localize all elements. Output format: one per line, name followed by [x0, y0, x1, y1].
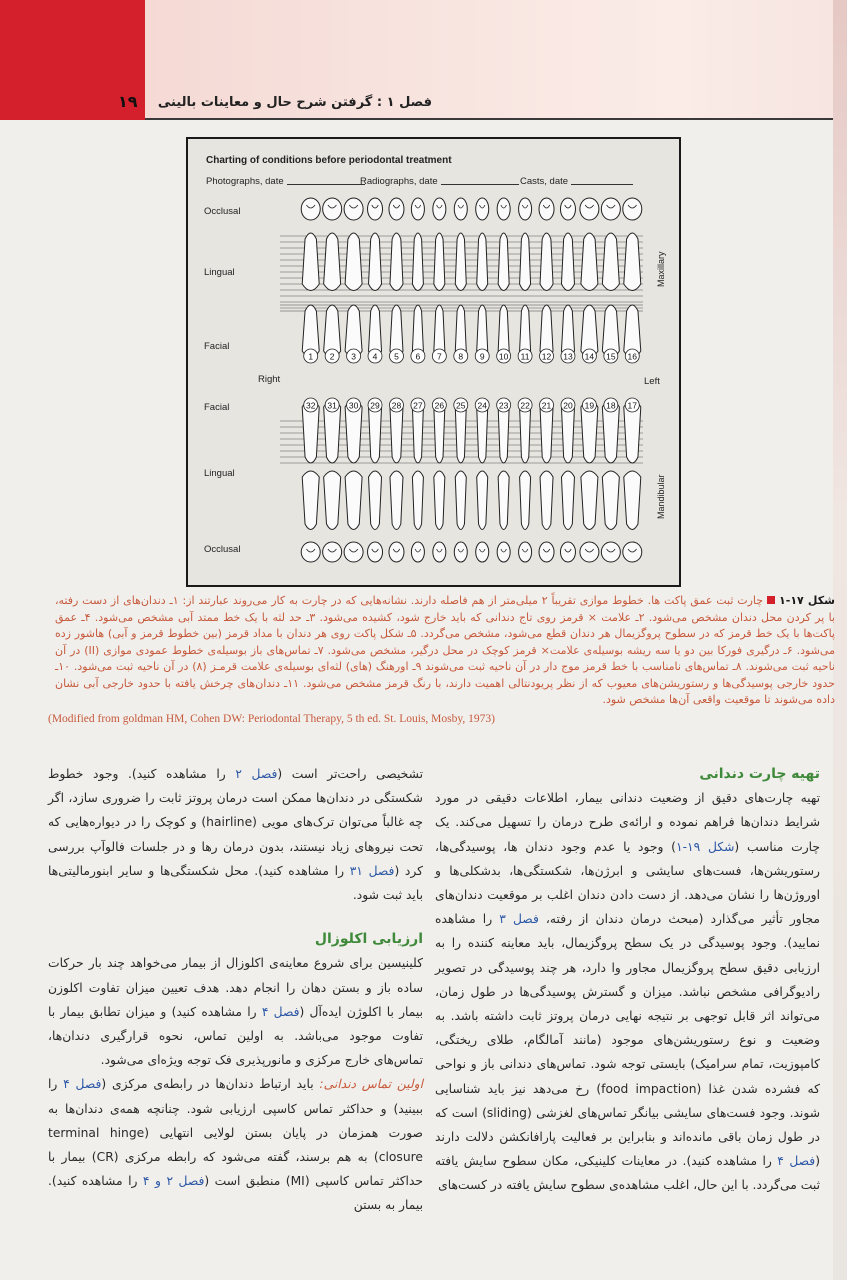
right-column [435, 762, 820, 1198]
occlusal-tooth-upper [411, 198, 424, 220]
lingual-tooth-lower [434, 471, 445, 530]
occlusal-tooth-upper [601, 198, 620, 220]
right-paragraph [435, 786, 820, 1197]
lingual-tooth-upper [302, 233, 319, 291]
upper-tooth-number [411, 349, 425, 363]
xref-chapters-2-4[interactable]: فصل ۲ و ۴ [142, 1174, 205, 1189]
lingual-tooth-upper [602, 233, 619, 291]
occlusal-tooth-upper [580, 198, 599, 220]
tooth-number-2: 2 [329, 351, 335, 362]
upper-tooth-number [540, 349, 554, 363]
lingual-tooth-lower [498, 471, 509, 530]
running-head: فصل ۱ : گرفتن شرح حال و معاینات بالینی [157, 95, 432, 110]
lingual-tooth-lower [540, 471, 553, 530]
text-run: را مشاهده کنید). وجود خطوط شکستگی در دندان‌ها ممکن است درمان پروتز ثابت را ضروری سازد، اگر چه غالباً می‌توان ترک‌های مویی (hairline) و کوچک را در دیواره‌هایی که تحت نیروهای زیاد نیستند، بدون درمان رها و در جلسات فالوآپ بررسی کرد ( [48, 767, 424, 878]
upper-tooth-number [304, 349, 318, 363]
tooth-number-6: 6 [415, 351, 421, 362]
lingual-tooth-lower [477, 471, 488, 530]
text-run: را مشاهده کنید). بیمار به بستن [48, 1174, 423, 1213]
tooth-number-3: 3 [351, 351, 356, 362]
caption-source: (Modified from goldman HM, Cohen DW: Periodontal Therapy, 5 th ed. St. Louis, Mosby, 1973) [48, 713, 495, 725]
lingual-tooth-upper [455, 233, 466, 291]
lingual-tooth-upper [624, 233, 641, 291]
text-run: تشخیصی راحت‌تر است ( [277, 767, 424, 781]
tooth-number-16: 16 [627, 351, 638, 362]
lower-tooth-number [389, 398, 403, 412]
lingual-tooth-upper [345, 233, 362, 291]
lingual-tooth-lower [520, 471, 531, 530]
text-run: باید ارتباط دندان‌ها در رابطه‌ی مرکزی ( [101, 1077, 320, 1092]
tooth-number-24: 24 [477, 400, 487, 411]
radiographs-label: Radiographs, date [360, 176, 438, 187]
occlusal-tooth-upper [368, 198, 383, 220]
lingual-tooth-lower [302, 471, 319, 530]
lower-tooth-number [518, 398, 532, 412]
lower-tooth-number [604, 398, 618, 412]
tooth-number-23: 23 [498, 400, 509, 411]
text-run: ) وجود یا عدم وجود دندان ها، پوسیدگی‌ها، رستوریشن‌ها، فست‌های سایشی و ابرژن‌ها، شکستگی‌ها، بدشکلی‌ها و اوروژن‌ها را نشان می‌دهد. از دست دادن دندان اغلب بر موقعیت دندان‌های مجاور تأثیر می‌گذارد (مبحث درمان دندان از رفته، [435, 839, 820, 927]
maxillary-label: Maxillary [656, 251, 666, 287]
xref-chapter-31[interactable]: فصل ۳۱ [349, 863, 395, 878]
periodontal-chart-figure [186, 137, 681, 587]
lingual-tooth-upper [324, 233, 341, 291]
tooth-number-20: 20 [563, 400, 573, 411]
right-label: Right [258, 374, 281, 385]
lower-tooth-number [347, 398, 361, 412]
upper-tooth-number [497, 349, 511, 363]
upper-tooth-number [561, 349, 575, 363]
figure-caption [55, 593, 835, 709]
lower-tooth-number [561, 398, 575, 412]
upper-tooth-number [475, 349, 489, 363]
occlusal-tooth-upper [454, 198, 467, 220]
occlusal-tooth-upper [323, 198, 342, 220]
tooth-number-14: 14 [584, 351, 595, 362]
text-run: تهیه چارت‌های دقیق از وضعیت دندانی بیمار، اطلاعات دقیقی در مورد شرایط دندان‌ها فراهم نموده و ارائه‌ی طرح درمان را تسهیل می‌کند. یک چارت مناسب ( [435, 791, 820, 854]
xref-chapter-2[interactable]: فصل ۲ [235, 767, 278, 781]
upper-tooth-number [325, 349, 339, 363]
tooth-number-32: 32 [305, 400, 316, 411]
upper-tooth-number [389, 349, 403, 363]
left-column [48, 762, 423, 1218]
xref-chapter-4[interactable]: فصل ۴ [63, 1077, 102, 1092]
lingual-tooth-upper [581, 233, 598, 291]
first-contact-paragraph [48, 1072, 423, 1217]
lingual-tooth-lower [561, 471, 574, 530]
text-run: را مشاهده کنید). محل شکستگی‌ها و سایر ابنورمالیتی‌ها باید ثبت شود. [48, 863, 423, 903]
occlusal-tooth-upper [301, 198, 320, 220]
caption-text: چارت ثبت عمق پاکت ها. خطوط موازی تقریباً ۲ میلی‌متر از هم فاصله دارند. نشانه‌هایی که در چارت به کار می‌روند عبارتند از: ۱ـ دندان‌های از دست رفته، با پر کردن محل دندان مشخص می‌شود. ۲ـ علامت × قرمز روی تاج دندانی که باید خارج شود، کشیده می‌شود. ۳ـ حد لثه با یک خط ممتد آبی مشخص می‌شود. ۴ـ عمق پاکت‌ها با یک خط قرمز که در سطوح پروگزیمال هر دندان قطع می‌شود، مشخص می‌گردد. ۵ـ شکل پاکت روی هر دندان با مداد قرمز (بین خطوط قرمز و آبی) هاشور زده می‌شود. ۶ـ درگیری فورکا بین دو یا سه ریشه بوسیله‌ی علامت× قرمز کوچک در محل درگیر، مشخص می‌شود. ۷ـ تماس‌های باز بوسیله‌ی خطوط عمودی موازی (II) در آن ناحیه ثبت می‌شوند. ۸ـ تماس‌های نامناسب با خط قرمز موج دار در آن ناحیه ثبت می‌شوند ۹ـ اورهنگ (های) لثه‌ای بوسیله‌ی علامت قرمـز (۸) در آن ناحیه ثبت می‌شود. ۱۰ـ حدود خارجی پوسیدگی‌ها و رستوریشن‌های معیوب که از نظر پریودنتالی اهمیت دارند، با رنگ قرمز مشخص می‌شود. ۱۱ـ دندان‌های چرخش یافته با حدود خارجی آبی نشان داده می‌شوند تا موقعیت واقعی آن‌ها مشخص شود. [55, 594, 835, 706]
tooth-number-21: 21 [541, 400, 552, 411]
tooth-number-22: 22 [520, 400, 530, 411]
tooth-number-25: 25 [456, 400, 466, 411]
tooth-number-12: 12 [541, 351, 552, 362]
upper-tooth-number [582, 349, 596, 363]
page-number: ۱۹ [118, 92, 138, 111]
row-label-facial-top: Facial [204, 341, 230, 352]
row-label-lingual-bottom: Lingual [204, 468, 235, 479]
tooth-number-28: 28 [391, 400, 402, 411]
upper-tooth-number [368, 349, 382, 363]
header-rule [145, 118, 835, 120]
lingual-tooth-lower [412, 471, 423, 530]
tooth-number-18: 18 [606, 400, 616, 411]
lingual-tooth-lower [624, 471, 641, 530]
tooth-number-15: 15 [606, 351, 616, 362]
occlusal-tooth-upper [560, 198, 575, 220]
photographs-label: Photographs, date [206, 176, 284, 187]
page-edge [833, 0, 847, 1280]
upper-tooth-number [518, 349, 532, 363]
tooth-number-26: 26 [434, 400, 445, 411]
upper-tooth-number [625, 349, 639, 363]
tooth-number-1: 1 [308, 351, 314, 362]
tooth-number-8: 8 [458, 351, 464, 362]
lower-tooth-number [475, 398, 489, 412]
lingual-tooth-lower [345, 471, 362, 530]
tooth-number-19: 19 [584, 400, 595, 411]
lingual-tooth-upper [520, 233, 531, 291]
tooth-number-29: 29 [370, 400, 380, 411]
occlusal-tooth-upper [476, 198, 489, 220]
text-run: کلینیسین برای شروع معاینه‌ی اکلوزال از بیمار می‌خواهد چند بار حرکات ساده باز و بستن دهان را انجام دهد. هدف تعیین میزان تفاوت اکلوزن بیمار با اکلوژن ایده‌آل ( [48, 956, 424, 1019]
lingual-tooth-upper [390, 233, 403, 291]
tooth-number-10: 10 [498, 351, 509, 362]
text-run: را مشاهده نمایید). وجود پوسیدگی در یک سطح پروگزیمال، باید معاینه کننده را به ارزیابی دقیق سطح پروگزیمال مجاور وا دارد، هر چند پوسیدگی در تصویر رادیوگرافی مشخص نباشد. میزان و گسترش پوسیدگی‌ها در طول زمان، می‌تواند اثر قابل توجهی بر نتیجه نهایی درمان پروتز ثابت داشته باشد. به وضعیت و نوع رستوریشن‌های موجود (مانند آمالگام، طلای ریختگی، کامپوزیت، تمام سرامیک) بایستی توجه شود. تماس‌های دندانی باز و نواحی که فشرده شدن غذا (food impaction) رخ می‌دهد نیز باید شناسایی شوند. وجود فست‌های سایشی بیانگر تماس‌های لغزشی (sliding) است که در طول زمان باقی مانده‌اند و بنابراین بر فعالیت پارافانکشن دلالت دارند ( [435, 912, 821, 1169]
first-contact-heading: اولین تماس دندانی: [319, 1077, 424, 1092]
tooth-number-31: 31 [327, 400, 337, 411]
lingual-tooth-upper [477, 233, 488, 291]
lower-tooth-number [540, 398, 554, 412]
caption-figure-number: شکل ۱۷-۱ [779, 594, 835, 607]
occlusal-paragraph [48, 951, 423, 1072]
lingual-tooth-upper [561, 233, 574, 291]
lingual-tooth-lower [390, 471, 403, 530]
lingual-tooth-upper [369, 233, 382, 291]
tooth-number-17: 17 [627, 400, 638, 411]
figure-title: Charting of conditions before periodontal treatment [206, 155, 452, 166]
teeth-diagram [188, 139, 683, 589]
upper-tooth-number [432, 349, 446, 363]
tooth-number-markers [304, 349, 640, 412]
tooth-number-30: 30 [348, 400, 359, 411]
lower-tooth-number [325, 398, 339, 412]
lingual-tooth-upper [412, 233, 423, 291]
text-run: را ببینید) و حداکثر تماس کاسپی ارزیابی شود. چنانچه همه‌ی دندان‌ها به صورت همزمان در پایان بستن لولایی انتهایی (terminal hinge closure) به هم برسند، گفته می‌شود که رابطه مرکزی (CR) بیمار با حداکثر تماس کاسپی (MI) منطبق است ( [48, 1077, 424, 1189]
casts-label: Casts, date [520, 176, 569, 187]
xref-figure-1-19[interactable]: شکل ۱۹-۱ [675, 839, 735, 854]
row-label-facial-bottom: Facial [204, 402, 230, 413]
occlusal-tooth-upper [497, 198, 510, 220]
lingual-tooth-upper [434, 233, 445, 291]
tooth-number-11: 11 [520, 351, 530, 362]
lingual-tooth-upper [498, 233, 509, 291]
lower-tooth-number [411, 398, 425, 412]
xref-chapter-4[interactable]: فصل ۴ [777, 1154, 816, 1169]
left-label: Left [644, 376, 660, 387]
occlusal-tooth-upper [519, 198, 532, 220]
upper-tooth-number [347, 349, 361, 363]
heading-occlusal-evaluation: ارزیابی اکلوزال [314, 931, 423, 948]
lingual-tooth-upper [540, 233, 553, 291]
row-label-lingual-top: Lingual [204, 267, 235, 278]
lower-tooth-number [497, 398, 511, 412]
xref-chapter-3[interactable]: فصل ۳ [499, 912, 539, 927]
text-run: را مشاهده کنید). در معاینات کلینیکی، مکان سطوح سایش یافته ثبت می‌گردد. با این حال، اغلب مشاهده‌ی سطوح سایش یافته در کست‌های [435, 1154, 820, 1193]
teeth-drawings [301, 198, 642, 562]
lingual-tooth-lower [455, 471, 466, 530]
heading-dental-charting: تهیه چارت دندانی [699, 766, 820, 782]
occlusal-tooth-upper [623, 198, 642, 220]
xref-chapter-4[interactable]: فصل ۴ [261, 1004, 300, 1019]
lingual-tooth-lower [324, 471, 341, 530]
lingual-tooth-lower [581, 471, 598, 530]
row-label-occlusal-top: Occlusal [204, 206, 241, 217]
lower-tooth-number [582, 398, 596, 412]
lower-tooth-number [625, 398, 639, 412]
tooth-number-4: 4 [372, 351, 378, 362]
left-paragraph-continued [48, 762, 423, 907]
occlusal-tooth-upper [539, 198, 554, 220]
lingual-tooth-lower [602, 471, 619, 530]
mandibular-label: Mandibular [656, 474, 666, 519]
occlusal-tooth-upper [344, 198, 363, 220]
tooth-number-5: 5 [394, 351, 399, 362]
upper-tooth-number [454, 349, 468, 363]
lower-tooth-number [432, 398, 446, 412]
lower-tooth-number [304, 398, 318, 412]
occlusal-tooth-upper [433, 198, 446, 220]
text-run: را مشاهده کنید) و میزان تطابق بیمار با تفاوت موجود می‌باشد. به اولین تماس، نحوه قرارگیری دندان‌ها، تماس‌های خارج مرکزی و مانورپذیری فک توجه ویژه‌ای می‌شود. [48, 1004, 423, 1068]
row-label-occlusal-bottom: Occlusal [204, 544, 241, 555]
tooth-number-27: 27 [413, 400, 423, 411]
upper-tooth-number [604, 349, 618, 363]
tooth-number-13: 13 [563, 351, 573, 362]
lower-tooth-number [368, 398, 382, 412]
lower-tooth-number [454, 398, 468, 412]
occlusal-tooth-upper [389, 198, 404, 220]
tooth-number-7: 7 [436, 351, 442, 362]
lingual-tooth-lower [369, 471, 382, 530]
caption-square-icon [767, 596, 775, 604]
tooth-number-9: 9 [479, 351, 485, 362]
